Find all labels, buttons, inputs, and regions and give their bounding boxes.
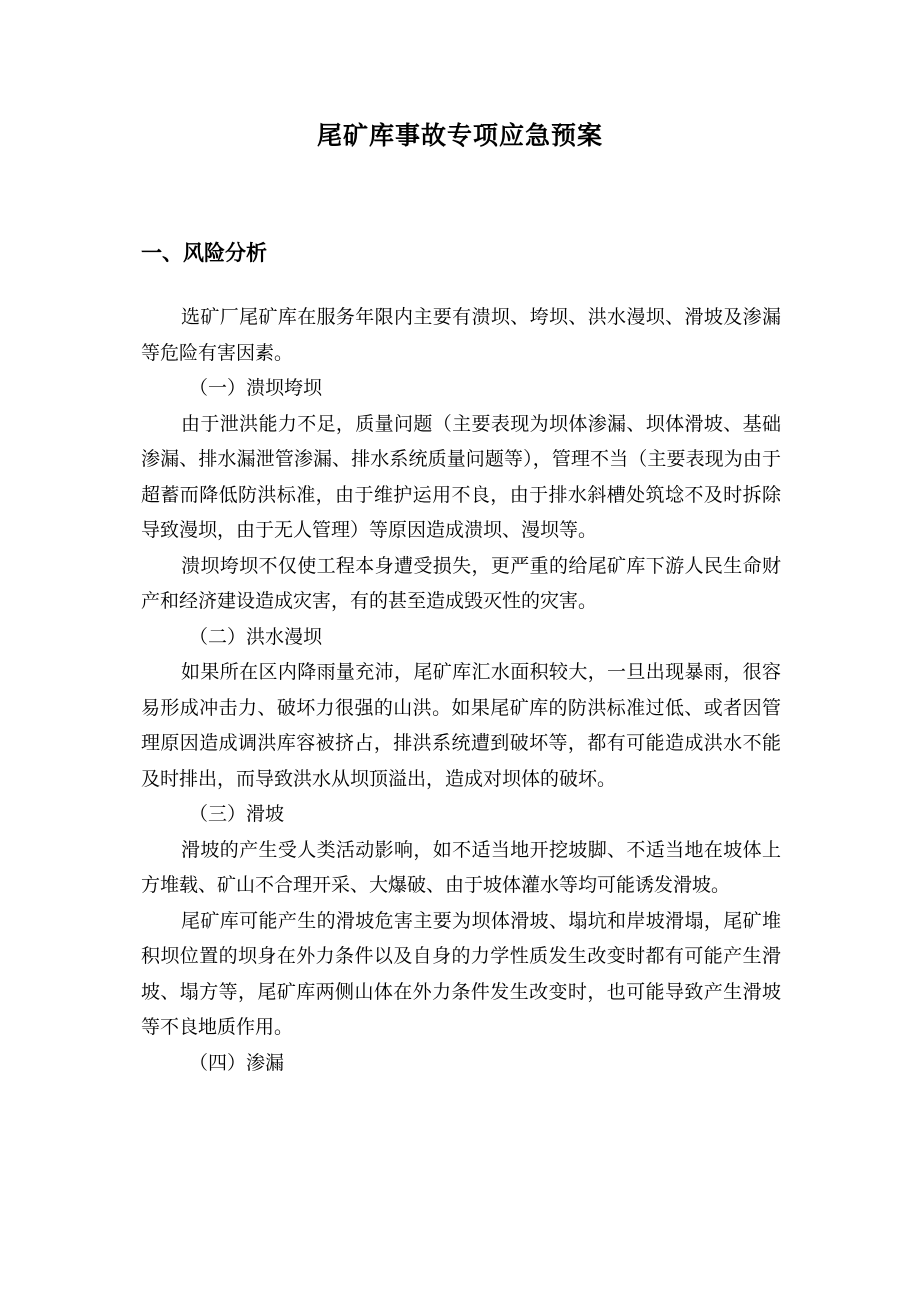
subheading-landslide: （三）滑坡 [189,803,285,825]
paragraph-landslide-hazards: 尾矿库可能产生的滑坡危害主要为坝体滑坡、塌坑和岸坡滑塌，尾矿堆积坝位置的坝身在外力条件以及自身的力学性质发生改变时都有可能产生滑坡、塌方等，尾矿库两侧山体在外力条件发生改变时，也可能导致产生滑坡等不良地质作用。 [141,909,781,1038]
paragraph-dam-break-causes: 由于泄洪能力不足，质量问题（主要表现为坝体渗漏、坝体滑坡、基础渗漏、排水漏泄管渗漏、排水系统质量问题等），管理不当（主要表现为由于超蓄而降低防洪标准，由于维护运用不良，由于排水斜槽处筑埝不及时拆除导致漫坝，由于无人管理）等原因造成溃坝、漫坝等。 [141,412,781,541]
paragraph-landslide-causes: 滑坡的产生受人类活动影响，如不适当地开挖坡脚、不适当地在坡体上方堆载、矿山不合理开采、大爆破、由于坡体灌水等均可能诱发滑坡。 [141,838,781,896]
section-heading-risk-analysis: 一、风险分析 [141,240,267,265]
subheading-flood-overtopping: （二）洪水漫坝 [189,625,323,648]
subheading-seepage: （四）渗漏 [189,1051,285,1074]
intro-paragraph: 选矿厂尾矿库在服务年限内主要有溃坝、垮坝、洪水漫坝、滑坡及渗漏等危险有害因素。 [141,306,781,364]
paragraph-flood-overtopping: 如果所在区内降雨量充沛，尾矿库汇水面积较大，一旦出现暴雨，很容易形成冲击力、破坏力很强的山洪。如果尾矿库的防洪标准过低、或者因管理原因造成调洪库容被挤占，排洪系统遭到破坏等，都有可能造成洪水不能及时排出，而导致洪水从坝顶溢出，造成对坝体的破坏。 [141,661,781,790]
subheading-dam-break: （一）溃坝垮坝 [189,377,323,399]
document-body [141,300,781,1081]
document-title: 尾矿库事故专项应急预案 [316,121,603,150]
paragraph-dam-break-consequences: 溃坝垮坝不仅使工程本身遭受损失，更严重的给尾矿库下游人民生命财产和经济建设造成灾害，有的甚至造成毁灭性的灾害。 [141,554,781,612]
